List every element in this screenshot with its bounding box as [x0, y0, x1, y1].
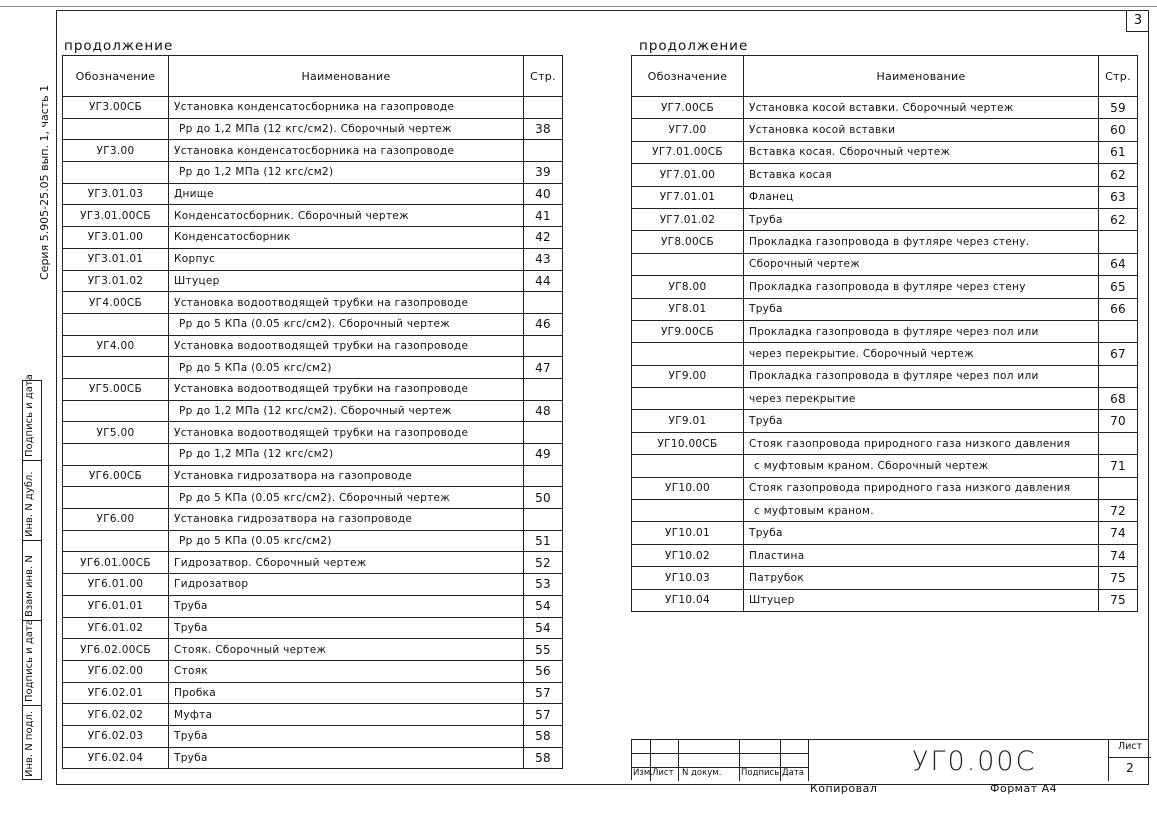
- row-name: через перекрытие: [744, 388, 1099, 410]
- row-page: [524, 97, 563, 119]
- table-row: [63, 162, 563, 184]
- row-name: Конденсатосборник: [169, 227, 524, 249]
- table-row: [63, 400, 563, 422]
- row-page: 39: [524, 162, 563, 184]
- row-page: [524, 422, 563, 444]
- side-divider: [22, 705, 42, 706]
- row-page: [524, 140, 563, 162]
- row-code: УГ6.01.00СБ: [63, 552, 169, 574]
- header-page: Стр.: [524, 56, 563, 97]
- row-page: 56: [524, 660, 563, 682]
- row-name: Прокладка газопровода в футляре через стену.: [744, 231, 1099, 253]
- row-code: УГ6.01.02: [63, 617, 169, 639]
- row-name: Стояк: [169, 660, 524, 682]
- side-label: Подпись и дата: [24, 374, 35, 457]
- table-row: [63, 118, 563, 140]
- row-code: УГ7.01.00СБ: [632, 141, 744, 163]
- row-page: [524, 335, 563, 357]
- row-page: 61: [1099, 141, 1138, 163]
- row-name: Рр до 1,2 МПа (12 кгс/см2): [169, 162, 524, 184]
- table-row: [63, 292, 563, 314]
- row-code: УГ7.00СБ: [632, 97, 744, 119]
- table-row: [632, 119, 1138, 141]
- row-name: Стояк газопровода природного газа низкого давления: [744, 432, 1099, 454]
- table-row: [63, 444, 563, 466]
- right-spec-table: [631, 55, 1138, 612]
- row-name: Рр до 1,2 МПа (12 кгс/см2). Сборочный чертеж: [169, 400, 524, 422]
- table-row: [63, 704, 563, 726]
- row-code: УГ6.02.02: [63, 704, 169, 726]
- row-page: 48: [524, 400, 563, 422]
- row-code: УГ6.00СБ: [63, 465, 169, 487]
- row-code: УГ10.00: [632, 477, 744, 499]
- row-name: Труба: [744, 522, 1099, 544]
- row-name: Штуцер: [744, 589, 1099, 611]
- row-code: УГ8.01: [632, 298, 744, 320]
- row-page: 38: [524, 118, 563, 140]
- row-name: Труба: [169, 725, 524, 747]
- table-row: [63, 357, 563, 379]
- row-code: [63, 400, 169, 422]
- table-row: [632, 231, 1138, 253]
- table-row: [632, 164, 1138, 186]
- row-name: Вставка косая: [744, 164, 1099, 186]
- row-name: Корпус: [169, 248, 524, 270]
- row-page: 68: [1099, 388, 1138, 410]
- table-row: [63, 660, 563, 682]
- row-name: Установка водоотводящей трубки на газопроводе: [169, 335, 524, 357]
- table-row: [63, 205, 563, 227]
- row-code: [63, 444, 169, 466]
- row-code: [63, 313, 169, 335]
- table-row: [632, 410, 1138, 432]
- table-row: [632, 567, 1138, 589]
- row-code: УГ3.01.00: [63, 227, 169, 249]
- row-code: УГ8.00: [632, 276, 744, 298]
- row-page: 65: [1099, 276, 1138, 298]
- document-designation: УГ0.00С: [912, 746, 1037, 777]
- side-label: Инв. N подл.: [24, 710, 35, 777]
- row-page: 55: [524, 639, 563, 661]
- table-row: [632, 589, 1138, 611]
- row-code: [63, 357, 169, 379]
- table-row: [632, 544, 1138, 566]
- row-code: УГ4.00: [63, 335, 169, 357]
- row-name: Патрубок: [744, 567, 1099, 589]
- row-name: Пластина: [744, 544, 1099, 566]
- header-name: Наименование: [744, 56, 1099, 97]
- row-code: УГ9.00СБ: [632, 320, 744, 342]
- row-name: Пробка: [169, 682, 524, 704]
- row-name: Прокладка газопровода в футляре через стену: [744, 276, 1099, 298]
- right-continuation-label: продолжение: [639, 38, 749, 54]
- table-row: [63, 574, 563, 596]
- row-page: 47: [524, 357, 563, 379]
- left-spec-table: [62, 55, 563, 769]
- row-page: 43: [524, 248, 563, 270]
- row-code: [632, 388, 744, 410]
- stamp-col-doc: N докум.: [682, 768, 722, 778]
- table-row: [63, 313, 563, 335]
- table-row: [63, 227, 563, 249]
- row-page: 46: [524, 313, 563, 335]
- table-row: [63, 595, 563, 617]
- row-code: УГ10.04: [632, 589, 744, 611]
- row-code: УГ6.01.01: [63, 595, 169, 617]
- header-name: Наименование: [169, 56, 524, 97]
- table-row: [63, 140, 563, 162]
- table-row: [63, 487, 563, 509]
- row-code: УГ7.00: [632, 119, 744, 141]
- row-name: Рр до 1,2 МПа (12 кгс/см2). Сборочный чертеж: [169, 118, 524, 140]
- sheet-number: 2: [1126, 761, 1134, 775]
- table-row: [63, 530, 563, 552]
- row-name: Труба: [169, 595, 524, 617]
- table-row: [63, 270, 563, 292]
- table-row: [63, 617, 563, 639]
- row-name: Муфта: [169, 704, 524, 726]
- row-name: Установка косой вставки: [744, 119, 1099, 141]
- row-name: с муфтовым краном.: [744, 500, 1099, 522]
- row-name: Труба: [744, 410, 1099, 432]
- row-name: Прокладка газопровода в футляре через пол или: [744, 365, 1099, 387]
- row-name: Прокладка газопровода в футляре через пол или: [744, 320, 1099, 342]
- stamp-col-izm: Изм.: [633, 768, 653, 778]
- row-name: Труба: [169, 617, 524, 639]
- row-page: [524, 292, 563, 314]
- row-page: 60: [1099, 119, 1138, 141]
- row-name: Установка косой вставки. Сборочный чертеж: [744, 97, 1099, 119]
- row-name: Фланец: [744, 186, 1099, 208]
- row-code: УГ3.00: [63, 140, 169, 162]
- sheet-cell: [1108, 740, 1151, 781]
- row-name: Вставка косая. Сборочный чертеж: [744, 141, 1099, 163]
- row-page: 58: [524, 725, 563, 747]
- table-row: [63, 747, 563, 769]
- table-row: [63, 682, 563, 704]
- stamp-col-sign: Подпись: [741, 768, 780, 778]
- row-name: Установка гидрозатвора на газопроводе: [169, 509, 524, 531]
- table-row: [63, 509, 563, 531]
- table-row: [632, 97, 1138, 119]
- row-page: 50: [524, 487, 563, 509]
- row-code: УГ3.01.01: [63, 248, 169, 270]
- row-name: Установка конденсатосборника на газопроводе: [169, 140, 524, 162]
- row-code: УГ6.02.01: [63, 682, 169, 704]
- row-name: Рр до 5 КПа (0.05 кгс/см2): [169, 357, 524, 379]
- row-code: УГ3.01.00СБ: [63, 205, 169, 227]
- row-page: 74: [1099, 522, 1138, 544]
- row-page: [524, 378, 563, 400]
- row-code: УГ10.02: [632, 544, 744, 566]
- copied-label: Копировал: [810, 782, 878, 795]
- row-page: 62: [1099, 208, 1138, 230]
- top-edge-line: [0, 6, 1157, 7]
- row-page: 42: [524, 227, 563, 249]
- row-code: [632, 455, 744, 477]
- header-code: Обозначение: [63, 56, 169, 97]
- table-row: [632, 432, 1138, 454]
- row-page: 54: [524, 617, 563, 639]
- table-row: [632, 455, 1138, 477]
- table-row: [63, 378, 563, 400]
- page-number: 3: [1126, 10, 1149, 32]
- side-divider: [22, 460, 42, 461]
- table-row: [632, 343, 1138, 365]
- stamp-col-list: Лист: [652, 768, 674, 778]
- row-page: 53: [524, 574, 563, 596]
- side-label: Подпись и дата: [24, 619, 35, 702]
- row-page: [1099, 477, 1138, 499]
- row-page: 44: [524, 270, 563, 292]
- row-code: УГ10.00СБ: [632, 432, 744, 454]
- row-name: Рр до 5 КПа (0.05 кгс/см2). Сборочный чертеж: [169, 487, 524, 509]
- row-code: [632, 500, 744, 522]
- row-code: УГ8.00СБ: [632, 231, 744, 253]
- row-code: УГ10.03: [632, 567, 744, 589]
- row-code: [63, 487, 169, 509]
- row-page: 74: [1099, 544, 1138, 566]
- row-code: УГ9.00: [632, 365, 744, 387]
- row-code: [63, 530, 169, 552]
- side-label: Инв. N дубл.: [24, 471, 35, 537]
- table-row: [63, 335, 563, 357]
- row-page: 75: [1099, 567, 1138, 589]
- row-name: Установка водоотводящей трубки на газопроводе: [169, 292, 524, 314]
- row-name: через перекрытие. Сборочный чертеж: [744, 343, 1099, 365]
- row-name: Труба: [169, 747, 524, 769]
- format-label: Формат А4: [990, 782, 1058, 795]
- table-row: [63, 422, 563, 444]
- row-name: Стояк газопровода природного газа низкого давления: [744, 477, 1099, 499]
- row-page: 67: [1099, 343, 1138, 365]
- row-page: [1099, 320, 1138, 342]
- row-code: [632, 343, 744, 365]
- row-code: УГ6.01.00: [63, 574, 169, 596]
- row-name: Труба: [744, 208, 1099, 230]
- row-code: УГ10.01: [632, 522, 744, 544]
- row-page: 52: [524, 552, 563, 574]
- row-page: 51: [524, 530, 563, 552]
- row-code: УГ5.00: [63, 422, 169, 444]
- table-row: [632, 253, 1138, 275]
- table-row: [63, 97, 563, 119]
- side-divider: [22, 540, 42, 541]
- row-page: 57: [524, 704, 563, 726]
- row-page: 72: [1099, 500, 1138, 522]
- table-row: [632, 298, 1138, 320]
- row-code: [632, 253, 744, 275]
- row-name: Рр до 1,2 МПа (12 кгс/см2): [169, 444, 524, 466]
- table-row: [63, 183, 563, 205]
- header-code: Обозначение: [632, 56, 744, 97]
- table-row: [632, 522, 1138, 544]
- row-name: Рр до 5 КПа (0.05 кгс/см2): [169, 530, 524, 552]
- table-row: [632, 477, 1138, 499]
- row-name: Гидрозатвор. Сборочный чертеж: [169, 552, 524, 574]
- table-row: [632, 365, 1138, 387]
- table-row: [63, 248, 563, 270]
- row-code: УГ6.02.04: [63, 747, 169, 769]
- row-code: УГ7.01.01: [632, 186, 744, 208]
- table-row: [63, 552, 563, 574]
- table-row: [632, 208, 1138, 230]
- row-name: Установка гидрозатвора на газопроводе: [169, 465, 524, 487]
- table-row: [632, 500, 1138, 522]
- row-name: Сборочный чертеж: [744, 253, 1099, 275]
- side-label: Взам инв. N: [24, 555, 35, 617]
- title-block: [631, 739, 1149, 780]
- row-page: 63: [1099, 186, 1138, 208]
- row-name: Рр до 5 КПа (0.05 кгс/см2). Сборочный чертеж: [169, 313, 524, 335]
- row-code: УГ6.00: [63, 509, 169, 531]
- series-label: Серия 5.905-25.05 вып. 1, часть 1: [38, 84, 51, 280]
- row-page: [1099, 365, 1138, 387]
- row-page: 64: [1099, 253, 1138, 275]
- row-page: [524, 465, 563, 487]
- table-row: [63, 639, 563, 661]
- row-name: Штуцер: [169, 270, 524, 292]
- header-page: Стр.: [1099, 56, 1138, 97]
- stamp-col-date: Дата: [782, 768, 805, 778]
- table-row: [632, 388, 1138, 410]
- row-code: УГ9.01: [632, 410, 744, 432]
- table-row: [632, 186, 1138, 208]
- row-page: 41: [524, 205, 563, 227]
- sheet-label: Лист: [1117, 741, 1143, 752]
- row-code: [63, 162, 169, 184]
- table-row: [632, 276, 1138, 298]
- row-code: УГ3.01.03: [63, 183, 169, 205]
- row-name: Установка водоотводящей трубки на газопроводе: [169, 422, 524, 444]
- row-name: Днище: [169, 183, 524, 205]
- row-code: [63, 118, 169, 140]
- row-name: Труба: [744, 298, 1099, 320]
- row-code: УГ6.02.00СБ: [63, 639, 169, 661]
- row-code: УГ3.01.02: [63, 270, 169, 292]
- table-row: [632, 320, 1138, 342]
- row-code: УГ6.02.03: [63, 725, 169, 747]
- row-name: Установка водоотводящей трубки на газопроводе: [169, 378, 524, 400]
- row-name: Гидрозатвор: [169, 574, 524, 596]
- row-code: УГ3.00СБ: [63, 97, 169, 119]
- row-page: 59: [1099, 97, 1138, 119]
- row-name: Стояк. Сборочный чертеж: [169, 639, 524, 661]
- row-page: 66: [1099, 298, 1138, 320]
- row-page: [1099, 231, 1138, 253]
- row-page: 54: [524, 595, 563, 617]
- row-page: 75: [1099, 589, 1138, 611]
- table-row: [632, 141, 1138, 163]
- row-page: [1099, 432, 1138, 454]
- row-page: 70: [1099, 410, 1138, 432]
- row-code: УГ7.01.00: [632, 164, 744, 186]
- row-code: УГ5.00СБ: [63, 378, 169, 400]
- table-row: [63, 465, 563, 487]
- row-name: Конденсатосборник. Сборочный чертеж: [169, 205, 524, 227]
- row-page: 62: [1099, 164, 1138, 186]
- row-page: 71: [1099, 455, 1138, 477]
- row-page: 57: [524, 682, 563, 704]
- row-code: УГ7.01.02: [632, 208, 744, 230]
- row-name: Установка конденсатосборника на газопроводе: [169, 97, 524, 119]
- row-page: 58: [524, 747, 563, 769]
- row-code: УГ4.00СБ: [63, 292, 169, 314]
- row-page: 40: [524, 183, 563, 205]
- table-row: [63, 725, 563, 747]
- row-name: с муфтовым краном. Сборочный чертеж: [744, 455, 1099, 477]
- row-code: УГ6.02.00: [63, 660, 169, 682]
- row-page: 49: [524, 444, 563, 466]
- left-continuation-label: продолжение: [64, 38, 174, 54]
- row-page: [524, 509, 563, 531]
